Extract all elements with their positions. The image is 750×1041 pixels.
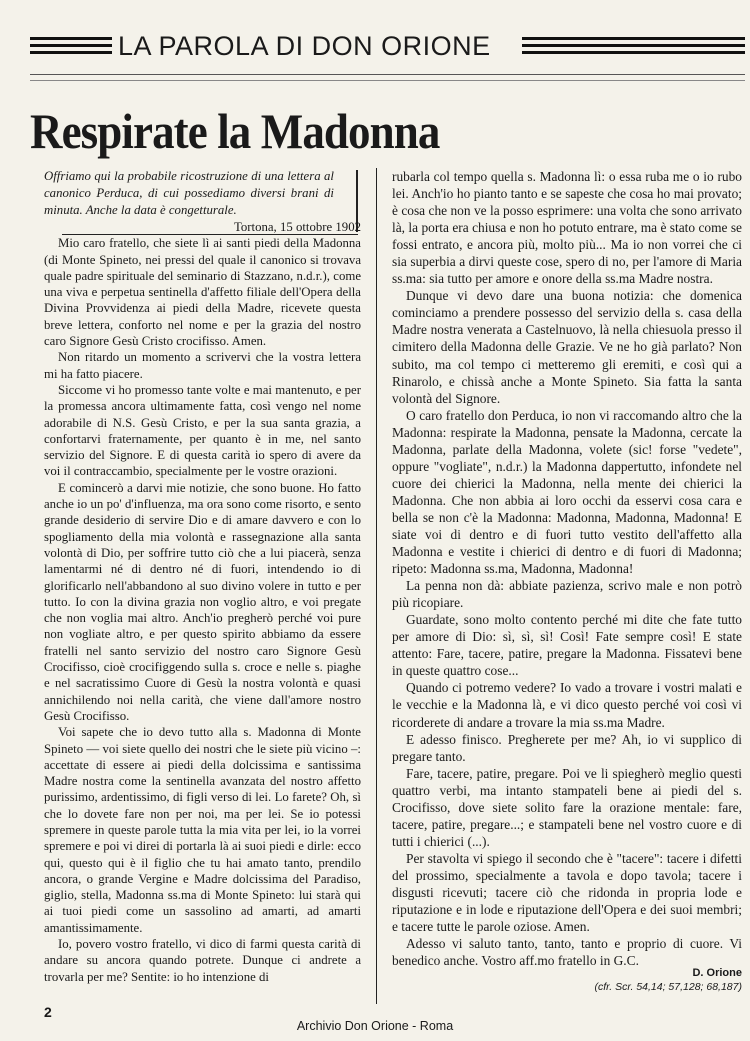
dateline: Tortona, 15 ottobre 1902 [233, 220, 361, 234]
paragraph: E adesso finisco. Pregherete per me? Ah, io vi supplico di pregare tanto. [392, 731, 742, 764]
paragraph: O caro fratello don Perduca, io non vi raccomando altro che la Madonna: respirate la Madonna, pensate la Madonna, cercate la Madonna, parlate della Madonna, volete (sic! forse "vedete", oppure "vogliate", n.d.r.) la Madonna dappertutto, infondete nel cuore dei chierici la Madonna, nella mente dei chierici la Madonna. Che non abbia ai loro occhi da esservi cosa cara e bella se non c'è la Madonna: Madonna, Madonna, Madonna! E siate voi di dentro e di fuori tutto vestito dell'affetto alla Madonna e vestite i chierici di dentro e di fuori di Madonna; ripeto: Madonna ss.ma, Madonna, Madonna! [392, 407, 742, 577]
citation: (cfr. Scr. 54,14; 57,128; 68,187) [594, 981, 742, 994]
paragraph: Non ritardo un momento a scrivervi che la vostra lettera mi ha fatto piacere. [44, 350, 361, 381]
paragraph: Dunque vi devo dare una buona notizia: che domenica cominciamo a prendere possesso del servizio della s. casa della Madre nostra venerata a Castelnuovo, là nella chiesuola presso il cimitero della Madonna delle Grazie. Ve ne ho già parlato? Non subito, ma col tempo ci metteremo gli eremiti, e così qui a Rinarolo, e chissà anche a Monte Spineto. Sia fatta la santa volontà del Signore. [392, 288, 742, 406]
paragraph: Siccome vi ho promesso tante volte e mai mantenuto, e per la promessa ancora ultimamente fatta, così vengo nel nome adorabile di N.S. Gesù Cristo, e per la sua santa grazia, a confortarvi fraternamente, per quanto è in me, nel santo servizio del Signore. E di questa carità io spero di avere da voi il contraccambio, specialmente per le vostre orazioni. [44, 382, 361, 479]
masthead-rules-right [522, 37, 745, 59]
page-number: 2 [44, 1004, 52, 1020]
signature: D. Orione [692, 967, 742, 980]
article-title: Respirate la Madonna [30, 103, 440, 159]
masthead [30, 28, 745, 68]
left-column [44, 168, 361, 985]
paragraph: Fare, tacere, patire, pregare. Poi ve li spiegherò meglio questi quattro verbi, ma intanto stampateli bene ai piedi del s. Crocifisso, dove siete solito fare la orazione mentale: fare, tacere, patire, pregare...; e stampateli bene nel vostro cuore e di tutti i chierici (...). [392, 765, 742, 849]
paragraph: Mio caro fratello, che siete lì ai santi piedi della Madonna (di Monte Spineto, nei pressi del quale il canonico si trovava quale padre spirituale del seminario di Stazzano, n.d.r.), come una viva e perpetua sentinella d'affetto filiale dell'Opera della Divina Provvidenza ai piedi della Madre, ricevete questa breve lettera, conforto nel nome e per la grazia del nostro caro Signore Gesù Cristo crocifisso. Amen. [44, 236, 361, 349]
paragraph: E comincerò a darvi mie notizie, che sono buone. Ho fatto anche io un po' d'influenza, ma ora sono come risorto, e sento grande desiderio di servire Dio e di amare davvero e con lo spogliamento della mia volontà e rassegnazione alla santa volontà di Dio, per soffrire tutto ciò che a lui piacerà, senza lamentarmi né di dentro né di fuori, intendendo io di glorificarlo nell'abbandono al suo divino volere in tutto e per tutto. Io con la divina grazia non voglio altro, e voi pregate che non voglia mai altro. Anch'io pregherò perché voi pure non vogliate altro, e per questo spirito abbiamo da essere fratelli nel santo servizio del nostro caro Signore Gesù Crocifisso, cioè crocifiggendo sulla s. croce e nelle s. piaghe e nel sacratissimo Cuore di Gesù la nostra volontà e quasi annichilendo noi nella carità, che viene dall'amore nostro Gesù Crocifisso. [44, 480, 361, 723]
divider [30, 80, 745, 81]
paragraph: Io, povero vostro fratello, vi dico di farmi questa carità di andare su ancora quando potrete. Dunque ci andrete a trovarla per me? Sentite: io ho intenzione di [44, 937, 361, 984]
paragraph: rubarla col tempo quella s. Madonna lì: o essa ruba me o io rubo lei. Anch'io ho pianto tanto e se sapeste che cosa ho mai provato; è cosa che non ve la posso esprimere: una volta che sono arrivato là, la porta era chiusa e non ho potuto entrare, ma è stato come se fossi entrato, e ancora più, molto più... Ma io non vorrei che ci sia superbia a dirvi queste cose, spero di no, per l'amore di Maria ss.ma: sia tutto per amore e onore della ss.ma Madre nostra. [392, 169, 742, 287]
masthead-rules-left [30, 37, 112, 59]
paragraph: Voi sapete che io devo tutto alla s. Madonna di Monte Spineto — voi siete quello dei nostri che le siete più vicino –: accettate di essere ai piedi della dolcissima e santissima Madre nostra come la sentinella avanzata del nostro affetto purissimo, ardentissimo, di figli verso di lei. Lo farete? Oh, sì che lo dovete fare non per noi, ma per lei. Se io potessi spremere in queste parole tutta la mia vita per lei, io la vorrei spremere e poi vi direi di portarla là ai suoi piedi e dirle: ecco qui, questo qui è il figlio che tu hai amato tanto, prendilo ancora, o grande Vergine e Madre dolcissima del Paradiso, giglio, stella, Madonna ss.ma di Monte Spineto: lui starà qui ai tuoi piedi come un sassolino ad amarti, ad amarti amantissimamente. [44, 725, 361, 935]
column-divider [376, 168, 377, 1004]
paragraph: Adesso vi saluto tanto, tanto, tanto e proprio di cuore. Vi benedico anche. Vostro aff.mo fratello in G.C. [392, 936, 742, 969]
paragraph: Guardate, sono molto contento perché mi dite che fate tutto per amore di Dio: sì, sì, sì! Così! Fate sempre così! E state attento: Fare, tacere, patire, pregare la Madonna. Fissatevi bene in queste quattro cose... [392, 612, 742, 679]
right-column [392, 168, 742, 994]
paragraph: Quando ci potremo vedere? Io vado a trovare i vostri malati e le vecchie e la Madonna là, e vi dico questo perché voi così vi ricorderete di andare a trovare la mia ss.ma Madre. [392, 680, 742, 730]
divider [30, 74, 745, 75]
section-heading: LA PAROLA DI DON ORIONE [118, 31, 491, 61]
archive-footer: Archivio Don Orione - Roma [296, 1019, 454, 1033]
paragraph: Per stavolta vi spiego il secondo che è "tacere": tacere i difetti del prossimo, specialmente a tavola e dopo tavola; tacere i disgusti ricevuti; tacere ciò che ridonda in propria lode e riputazione e in lode e riputazione dell'Opera e dei suoi membri; e tacere tutte le parole oziose. Amen. [392, 850, 742, 935]
intro-text: Offriamo qui la probabile ricostruzione di una lettera al canonico Perduca, di cui possediamo diversi brani di minuta. Anche la data è congetturale. [44, 169, 334, 217]
paragraph: La penna non dà: abbiate pazienza, scrivo male e non potrò più ricopiare. [392, 578, 742, 611]
